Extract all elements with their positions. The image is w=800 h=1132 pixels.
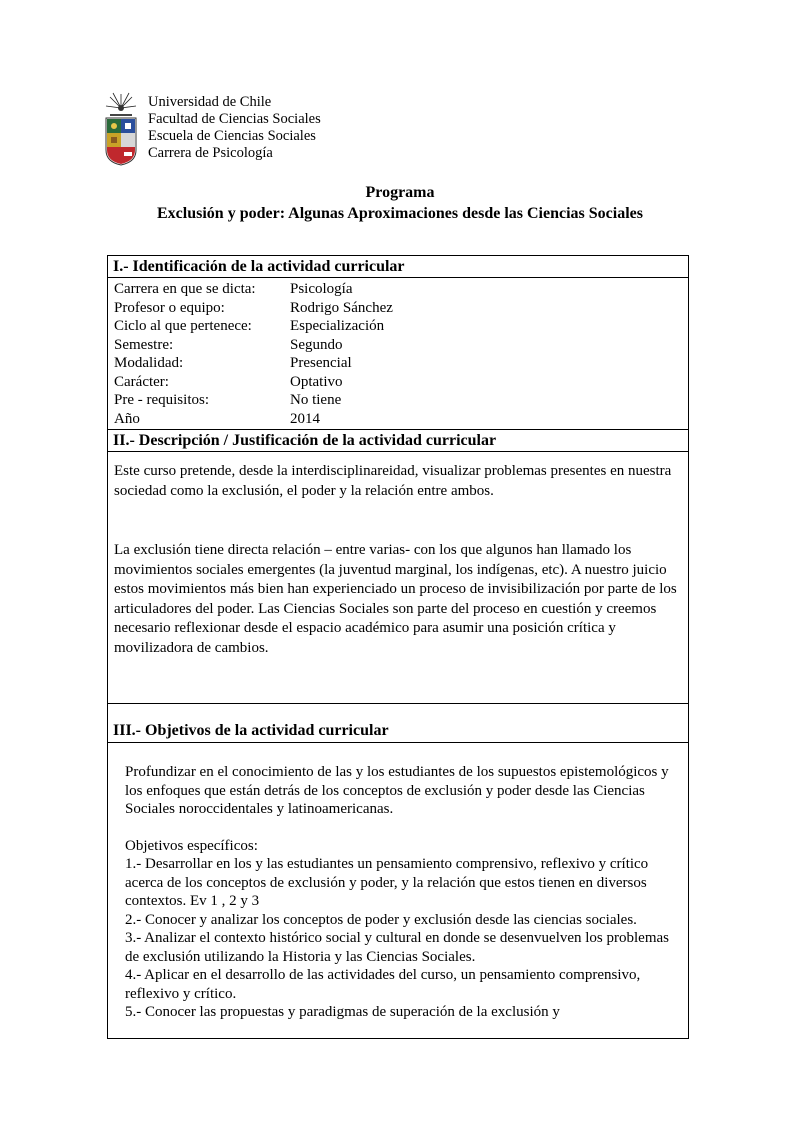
specific-objective: 3.- Analizar el contexto histórico social y cultural en donde se desenvuelven los problemas de exclusión utilizando la Historia y las Ciencias Sociales. [125, 930, 670, 965]
section-identification-heading: I.- Identificación de la actividad curricular [108, 256, 688, 278]
university-name: Universidad de Chile [148, 94, 272, 110]
field-value: Psicología [290, 281, 353, 297]
school-name: Escuela de Ciencias Sociales [148, 128, 316, 144]
field-label: Semestre: [114, 336, 174, 353]
section-objectives-heading: III.- Objetivos de la actividad curricular [108, 704, 688, 743]
description-body [108, 452, 688, 704]
description-paragraph: Este curso pretende, desde la interdisciplinareidad, visualizar problemas presentes en nuestra sociedad como la exclusión, el poder y la relación entre ambos. [114, 463, 672, 499]
document-title-block [0, 182, 800, 224]
field-value: Rodrigo Sánchez [290, 299, 393, 316]
field-value: Presencial [290, 355, 352, 371]
field-value: Segundo [290, 336, 343, 353]
specific-objective: 4.- Aplicar en el desarrollo de las actividades del curso, un pensamiento comprensivo, reflexivo y crítico. [125, 967, 641, 1002]
specific-objectives-label: Objetivos específicos: [125, 837, 258, 854]
university-crest-logo [102, 92, 140, 166]
field-label: Pre - requisitos: [114, 392, 209, 408]
field-label: Año [114, 410, 140, 427]
specific-objective: 1.- Desarrollar en los y las estudiantes un pensamiento comprensivo, reflexivo y crítico acerca de los conceptos de exclusión y poder, y la relación que estos tienen en diversos contextos. Ev 1 , 2 y 3 [125, 856, 649, 909]
faculty-name: Facultad de Ciencias Sociales [148, 111, 321, 127]
section-description-heading: II.- Descripción / Justificación de la actividad curricular [108, 429, 688, 452]
field-label: Modalidad: [114, 355, 184, 371]
field-label: Carrera en que se dicta: [114, 281, 256, 297]
identification-grid [108, 278, 688, 429]
institution-block [148, 92, 321, 166]
career-name: Carrera de Psicología [148, 145, 273, 161]
field-label: Carácter: [114, 373, 169, 390]
letterhead [102, 92, 321, 166]
description-paragraph: La exclusión tiene directa relación – entre varias- con los que algunos han llamado los movimientos sociales emergentes (la juventud marginal, los indígenas, etc). A nuestro juicio estos movimientos más bien han experienciado un proceso de invisibilización por parte de los articuladores del poder. Las Ciencias Sociales son parte del proceso en cuestión y creemos necesario reflexionar desde el espacio académico para asumir una posición crítica y movilizadora de cambios. [114, 542, 677, 656]
specific-objective: 2.- Conocer y analizar los conceptos de poder y exclusión desde las ciencias sociales. [125, 911, 637, 928]
specific-objective: 5.- Conocer las propuestas y paradigmas de superación de la exclusión y [125, 1004, 560, 1020]
program-title: Programa [365, 184, 435, 201]
field-value: Optativo [290, 373, 343, 390]
course-title: Exclusión y poder: Algunas Aproximaciones desde las Ciencias Sociales [157, 205, 643, 222]
field-value: No tiene [290, 392, 342, 408]
objectives-body [108, 743, 688, 1039]
field-value: Especialización [290, 318, 385, 334]
field-label: Ciclo al que pertenece: [114, 318, 252, 334]
program-table [107, 255, 689, 1039]
field-label: Profesor o equipo: [114, 299, 225, 316]
field-value: 2014 [290, 410, 320, 427]
general-objective: Profundizar en el conocimiento de las y los estudiantes de los supuestos epistemológicos y los enfoques que están detrás de los conceptos de exclusión y poder desde las Ciencias Sociales noroccidentales y latinoamericanas. [125, 764, 669, 817]
